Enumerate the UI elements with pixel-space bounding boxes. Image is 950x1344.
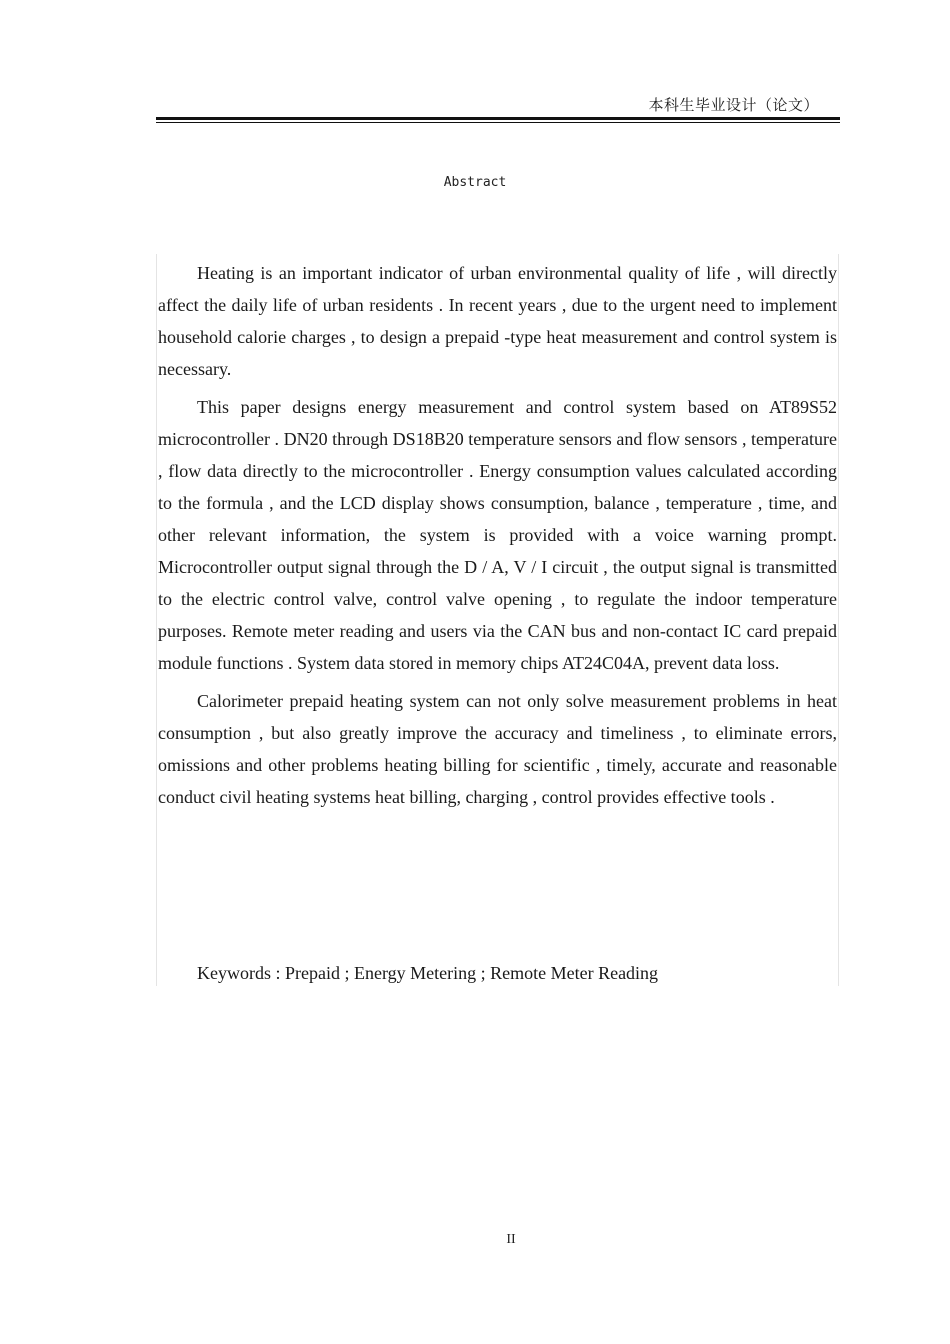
- header-rule-thick: [156, 117, 840, 120]
- running-header-title: 本科生毕业设计（论文）: [648, 96, 819, 114]
- abstract-paragraph-3: Calorimeter prepaid heating system can not only solve measurement problems in heat consumption , but also greatly improve the accuracy and timeliness , to eliminate errors, omissions and other problems heating billing for scientific , timely, accurate and reasonable conduct civil heating systems heat billing, charging , control provides effective tools .: [158, 691, 837, 807]
- page-number: II: [506, 1232, 516, 1247]
- keywords-line: Keywords : Prepaid ; Energy Metering ; Remote Meter Reading: [197, 963, 659, 983]
- header-rule-thin: [156, 122, 840, 123]
- abstract-title: Abstract: [443, 175, 507, 190]
- abstract-paragraph-1: Heating is an important indicator of urban environmental quality of life , will directly affect the daily life of urban residents . In recent years , due to the urgent need to implement household calorie charges , to design a prepaid -type heat measurement and control system is necessary.: [158, 263, 837, 379]
- abstract-paragraph-2: This paper designs energy measurement and control system based on AT89S52 microcontroller . DN20 through DS18B20 temperature sensors and flow sensors , temperature , flow data directly to the microcontroller . Energy consumption values calculated according to the formula , and the LCD display shows consumption, balance , temperature , time, and other relevant information, the system is provided with a voice warning prompt. Microcontroller output signal through the D / A, V / I circuit , the output signal is transmitted to the electric control valve, control valve opening , to regulate the indoor temperature purposes. Remote meter reading and users via the CAN bus and non-contact IC card prepaid module functions . System data stored in memory chips AT24C04A, prevent data loss.: [158, 397, 837, 673]
- abstract-body: [158, 257, 837, 819]
